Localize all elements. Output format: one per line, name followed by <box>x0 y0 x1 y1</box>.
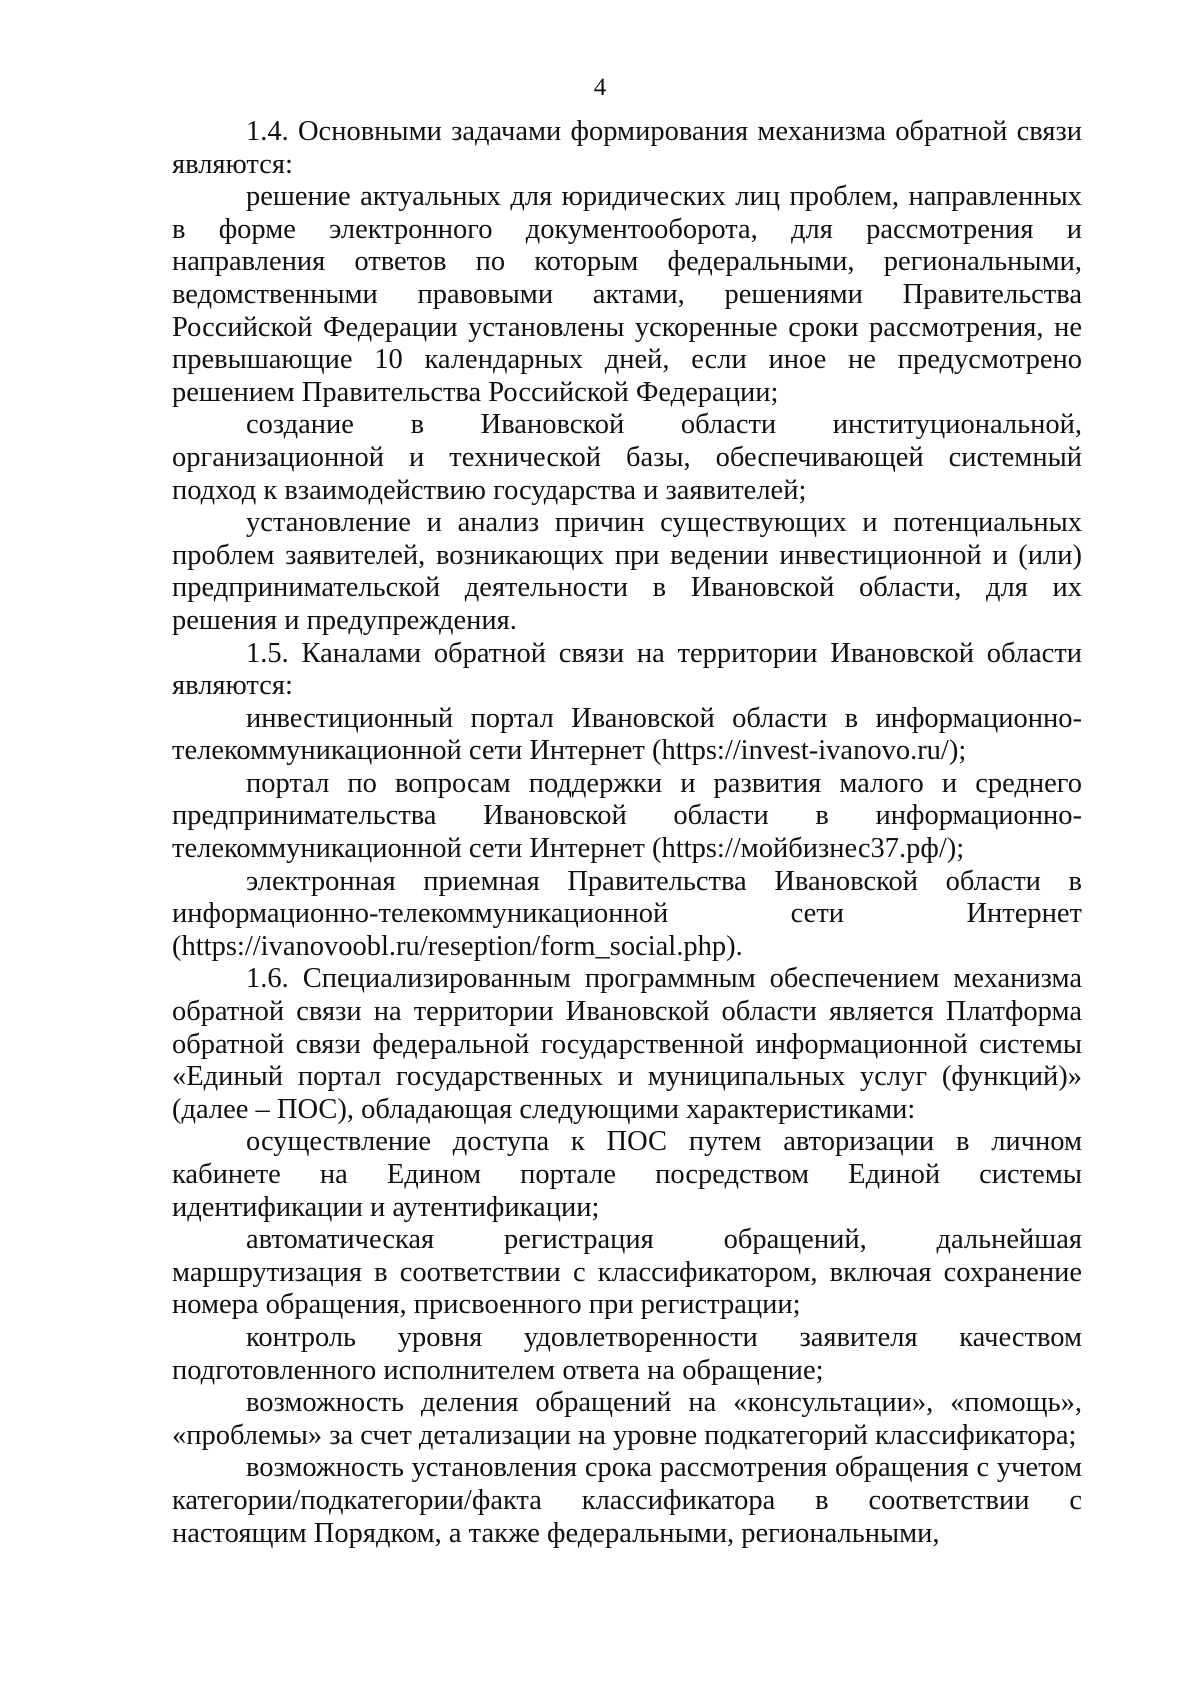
paragraph-channel-e-reception: электронная приемная Правительства Ивановской области в информационно-телекоммуникационной сети Интернет (https://ivanovoobl.ru/reseption/form_social.php). <box>172 865 1082 962</box>
paragraph-channel-invest-portal: инвестиционный портал Ивановской области в информационно-телекоммуникационной сети Интернет (https://invest-ivanovo.ru/); <box>172 702 1082 767</box>
document-body <box>172 116 1082 1550</box>
paragraph-1-6-heading: 1.6. Специализированным программным обеспечением механизма обратной связи на территории Ивановской области является Платформа обратной связи федеральной государственной информационной системы «Единый портал государственных и муниципальных услуг (функций)» (далее – ПОС), обладающая следующими характеристиками: <box>172 963 1082 1125</box>
paragraph-1-4-heading: 1.4. Основными задачами формирования механизма обратной связи являются: <box>172 116 1082 180</box>
paragraph-task-problem-solving: решение актуальных для юридических лиц проблем, направленных в форме электронного документооборота, для рассмотрения и направления ответов по которым федеральными, региональными, ведомственными правовыми актами, решениями Правительства Российской Федерации установлены ускоренные сроки рассмотрения, не превышающие 10 календарных дней, если иное не предусмотрено решением Правительства Российской Федерации; <box>172 181 1082 408</box>
paragraph-task-cause-analysis: установление и анализ причин существующих и потенциальных проблем заявителей, возникающих при ведении инвестиционной и (или) предпринимательской деятельности в Ивановской области, для их решения и предупреждения. <box>172 507 1082 636</box>
paragraph-feature-registration: автоматическая регистрация обращений, дальнейшая маршрутизация в соответствии с классификатором, включая сохранение номера обращения, присвоенного при регистрации; <box>172 1224 1082 1321</box>
paragraph-task-base-creation: создание в Ивановской области институциональной, организационной и технической базы, обеспечивающей системный подход к взаимодействию государства и заявителей; <box>172 409 1082 506</box>
page-number: 4 <box>593 74 607 101</box>
paragraph-feature-satisfaction-control: контроль уровня удовлетворенности заявителя качеством подготовленного исполнителем ответа на обращение; <box>172 1321 1082 1386</box>
paragraph-feature-access: осуществление доступа к ПОС путем авторизации в личном кабинете на Едином портале посредством Единой системы идентификации и аутентификации; <box>172 1126 1082 1223</box>
paragraph-feature-deadline: возможность установления срока рассмотрения обращения с учетом категории/подкатегории/факта классификатора в соответствии с настоящим Порядком, а также федеральными, региональными, <box>172 1452 1082 1549</box>
paragraph-channel-business-portal: портал по вопросам поддержки и развития малого и среднего предпринимательства Ивановской области в информационно-телекоммуникационной сети Интернет (https://мойбизнес37.рф/); <box>172 767 1082 865</box>
paragraph-1-5-heading: 1.5. Каналами обратной связи на территории Ивановской области являются: <box>172 637 1082 702</box>
paragraph-feature-classification: возможность деления обращений на «консультации», «помощь», «проблемы» за счет детализации на уровне подкатегорий классификатора; <box>172 1387 1082 1451</box>
